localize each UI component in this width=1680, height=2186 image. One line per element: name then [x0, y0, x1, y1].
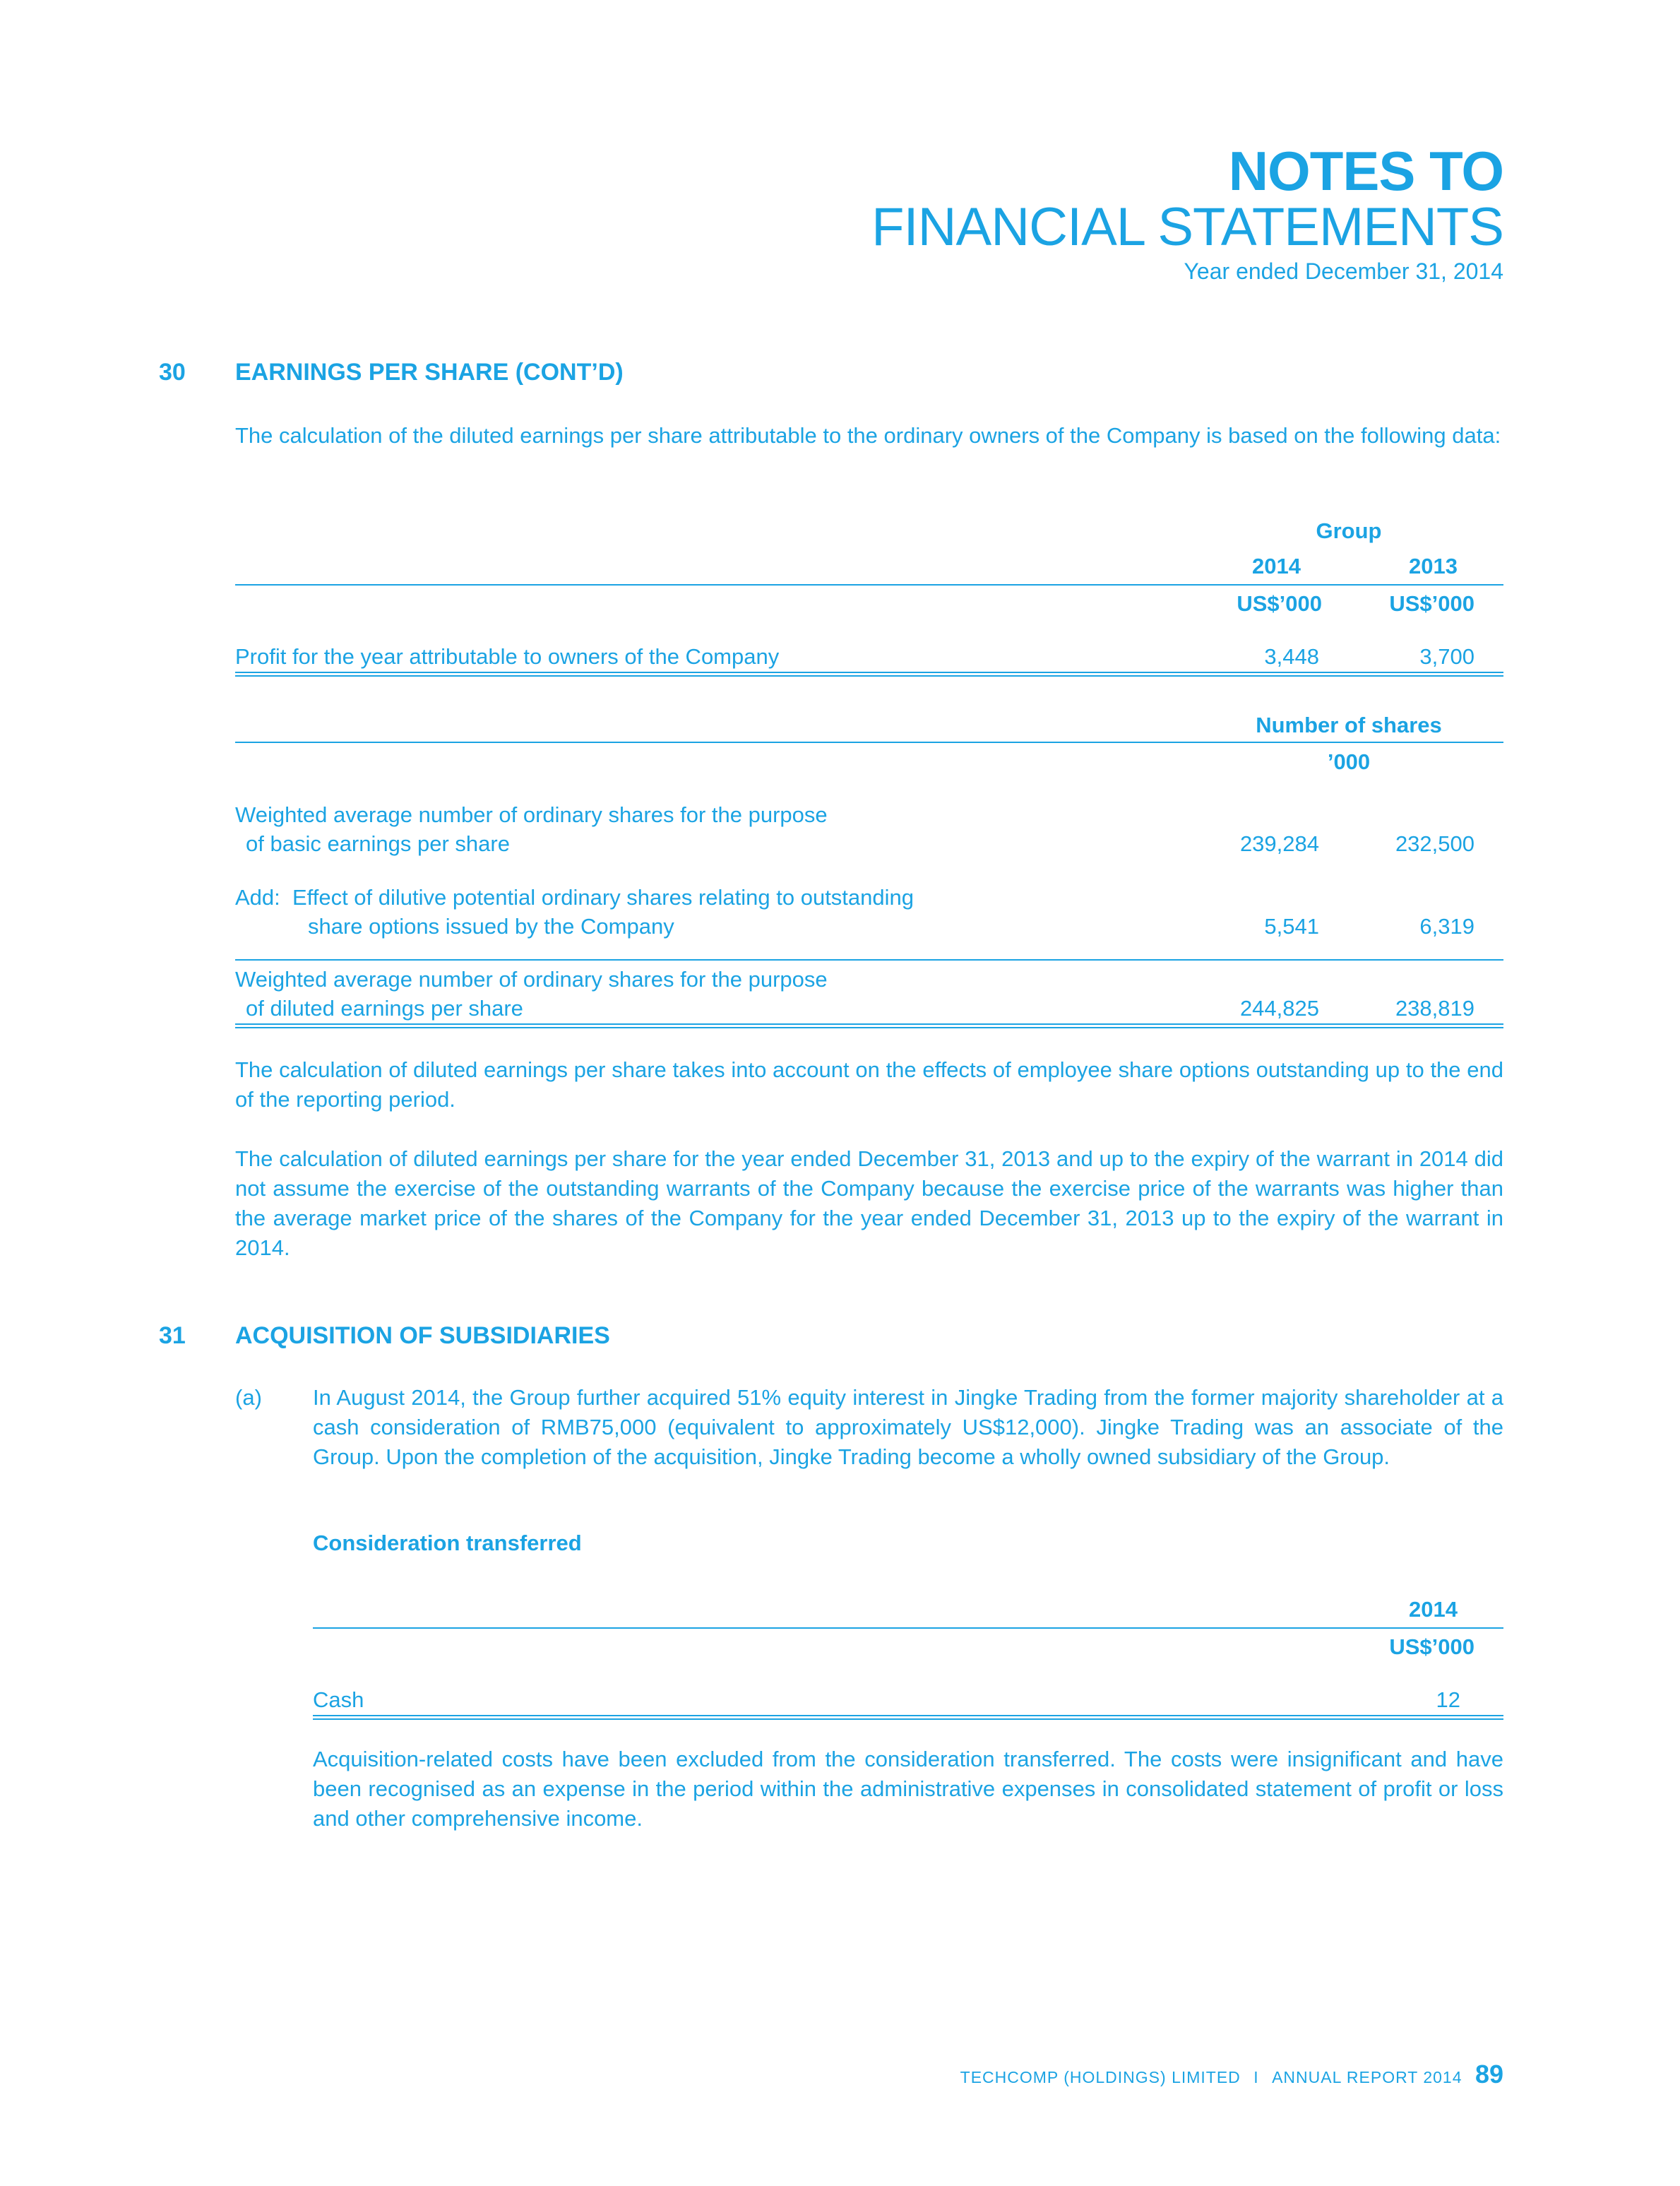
- consideration-subheading: Consideration transferred: [313, 1531, 582, 1555]
- section-31-item-text: In August 2014, the Group further acquired 51% equity interest in Jingke Trading from the former majority shareholder at a cash consideration of RMB75,000 (equivalent to approximately US$12,000). Jingke Trading was an associate of the Group. Upon the completion of the acquisition, Jingke Trading become a wholly owned subsidiary of the Group.: [313, 1385, 1503, 1469]
- table2-add-label-line2: share options issued by the Company: [308, 914, 674, 939]
- footer-report: ANNUAL REPORT 2014: [1272, 2068, 1462, 2086]
- table1-row-label: Profit for the year attributable to owners of the Company: [235, 644, 780, 669]
- header-title-line1: NOTES TO: [1228, 140, 1503, 202]
- table2-diluted-2013: 238,819: [1395, 996, 1475, 1021]
- section-30-title: EARNINGS PER SHARE (CONT’D): [235, 359, 624, 386]
- table1-unit-2014: US$’000: [1237, 591, 1322, 616]
- section-30-intro: The calculation of the diluted earnings per share attributable to the ordinary owners of the Company is based on the following data:: [235, 423, 1501, 448]
- table2-basic-2014: 239,284: [1239, 831, 1319, 856]
- consideration-header-rule: [313, 1627, 1503, 1629]
- header-title-line2: FINANCIAL STATEMENTS: [871, 197, 1503, 257]
- footer-company: TECHCOMP (HOLDINGS) LIMITED: [960, 2068, 1241, 2086]
- table2-basic-label-line1: Weighted average number of ordinary shares for the purpose: [235, 802, 828, 827]
- table2-add-2013: 6,319: [1419, 914, 1475, 939]
- section-31-number: 31: [159, 1322, 186, 1349]
- page-header: [656, 141, 1503, 288]
- section-31-item-label: (a): [235, 1385, 262, 1410]
- consideration-unit-2014: US$’000: [1389, 1634, 1475, 1659]
- table2-subtotal-rule: [235, 959, 1503, 961]
- table2-total-double-rule: [235, 1023, 1503, 1028]
- table1-col-2013: 2013: [1409, 554, 1458, 578]
- table1-header-rule: [235, 584, 1503, 586]
- section-31-title: ACQUISITION OF SUBSIDIARIES: [235, 1322, 610, 1349]
- section-30-para2: The calculation of diluted earnings per share takes into account on the effects of employee share options outstanding up to the end of the reporting period.: [235, 1057, 1503, 1112]
- table2-unit: ’000: [1327, 749, 1371, 774]
- table1-col-2014: 2014: [1252, 554, 1301, 578]
- section-31-note: Acquisition-related costs have been excluded from the consideration transferred. The costs were insignificant and have been recognised as an expense in the period within the administrative expenses in consolidated statement of profit or loss and other comprehensive income.: [313, 1747, 1503, 1831]
- consideration-total-double-rule: [313, 1715, 1503, 1720]
- consideration-row-value: 12: [1436, 1687, 1460, 1712]
- page-footer: [960, 2060, 1503, 2089]
- table1-row-2013: 3,700: [1419, 644, 1475, 669]
- table1-group-header: Group: [1316, 518, 1382, 543]
- table2-add-label-line1: Add: Effect of dilutive potential ordinary shares relating to outstanding: [235, 885, 915, 910]
- table2-add-2014: 5,541: [1264, 914, 1319, 939]
- table2-diluted-label-line1: Weighted average number of ordinary shares for the purpose: [235, 967, 828, 992]
- table1-unit-2013: US$’000: [1389, 591, 1475, 616]
- header-subtitle: Year ended December 31, 2014: [1184, 259, 1503, 284]
- table1-row-2014: 3,448: [1264, 644, 1319, 669]
- table2-basic-label-line2: of basic earnings per share: [246, 831, 510, 856]
- table2-diluted-label-line2: of diluted earnings per share: [246, 996, 523, 1021]
- table2-basic-2013: 232,500: [1395, 831, 1475, 856]
- consideration-row-label: Cash: [313, 1687, 364, 1712]
- footer-separator: I: [1253, 2068, 1259, 2086]
- section-30-para3: The calculation of diluted earnings per share for the year ended December 31, 2013 and up to the expiry of the warrant in 2014 did not assume the exercise of the outstanding warrants of the Company because the exercise price of the warrants was higher than the average market price of the shares of the Company for the year ended December 31, 2013 up to the expiry of the warrant in 2014.: [235, 1146, 1503, 1260]
- table2-header-rule: [235, 742, 1503, 743]
- consideration-col-2014: 2014: [1409, 1597, 1458, 1622]
- table2-diluted-2014: 244,825: [1239, 996, 1319, 1021]
- footer-page-number: 89: [1475, 2060, 1503, 2089]
- table2-header: Number of shares: [1256, 713, 1442, 737]
- section-30-number: 30: [159, 359, 186, 386]
- table1-total-double-rule: [235, 672, 1503, 677]
